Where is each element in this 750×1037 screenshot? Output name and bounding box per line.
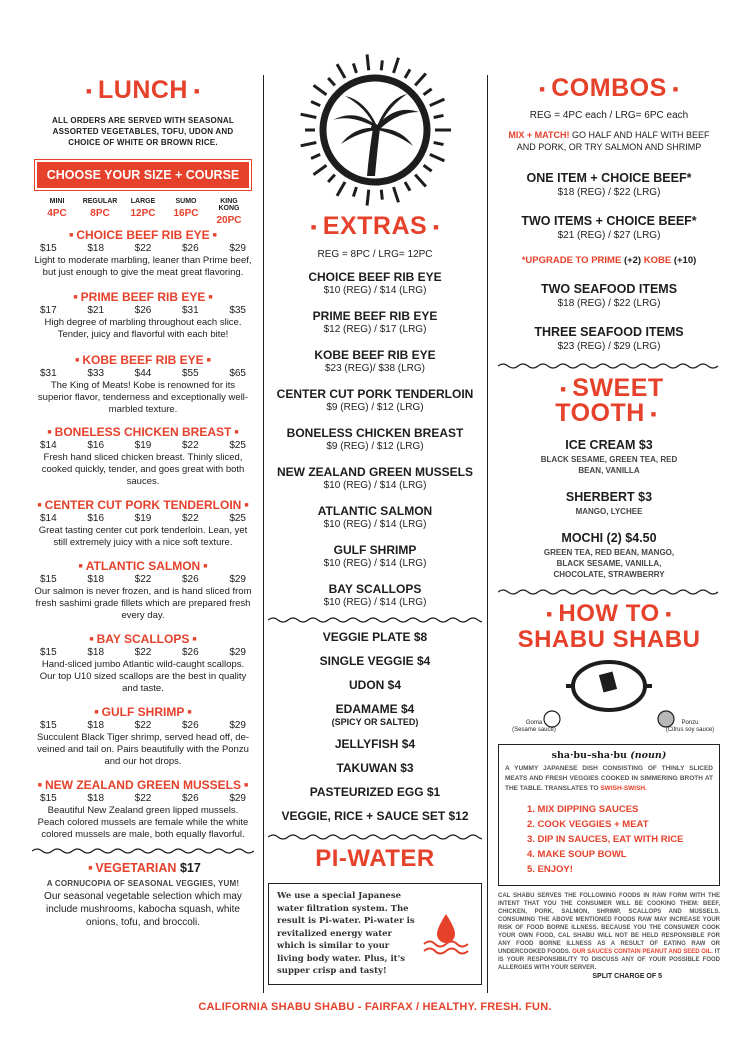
combos-title-text: COMBOS bbox=[551, 74, 667, 102]
sun-ray bbox=[405, 182, 410, 191]
bullet: ■ bbox=[94, 709, 99, 717]
price: $26 bbox=[181, 647, 199, 658]
size-name: REGULAR bbox=[82, 198, 118, 205]
single-item: TAKUWAN $3 bbox=[336, 761, 414, 775]
disclaimer-text: CAL SHABU SERVES THE FOLLOWING FOODS IN RAW FORM WITH THE INTENT THAT YOU THE CONSUMER WILL BE COOKING THEM: BEEF, CHICKEN, PORK, SALMON, SHRIMP, SCALLOPS AND MUSSELS. CONSUMING THE ABOVE MENTIONED FOODS RAW MAY INCREASE YOUR RISK OF FOOD BORNE ILLNESS. BECAUSE YOU THE CONSUMER COOK YOUR OWN FOOD, CAL SHABU WILL NOT BE HELD RESPONSIBLE FOR ANY FOOD BORNE ILLNESS AS A RESULT OF EATING RAW OR UNDERCOOKED FOODS. bbox=[498, 893, 720, 955]
lunch-item-name bbox=[32, 290, 254, 304]
single-item: EDAMAME $4 bbox=[335, 702, 415, 716]
seafood-item bbox=[498, 282, 720, 309]
upgrade-note bbox=[498, 255, 720, 266]
price: $55 bbox=[181, 368, 199, 379]
sun-ray bbox=[353, 187, 356, 197]
single-item: PASTEURIZED EGG $1 bbox=[309, 785, 441, 799]
size-pieces: 4PC bbox=[47, 208, 67, 219]
price: $22 bbox=[181, 513, 199, 524]
wavy-divider bbox=[498, 362, 720, 370]
single-item: JELLYFISH $4 bbox=[334, 737, 416, 751]
disclaimer bbox=[498, 892, 720, 972]
combo-item-price: $18 (REG) / $22 (LRG) bbox=[557, 187, 661, 198]
vegetarian-title: ■ VEGETARIAN $17 bbox=[88, 861, 201, 875]
lunch-item-desc: Succulent Black Tiger shrimp, served head off, de-veined and tail on. Pairs beautifully with the Ponzu and our hot drops. bbox=[36, 732, 250, 767]
sweet-item-sub: BLACK SESAME, GREEN TEA, RED BEAN, VANILLA bbox=[540, 455, 678, 475]
extra-item-name: BONELESS CHICKEN BREAST bbox=[286, 426, 464, 440]
howto-title-line2: SHABU SHABU bbox=[517, 626, 701, 653]
lunch-item-title: BONELESS CHICKEN BREAST bbox=[54, 425, 232, 439]
sun-ray bbox=[314, 165, 327, 174]
price: $18 bbox=[87, 720, 105, 731]
extra-item-name: ATLANTIC SALMON bbox=[317, 504, 433, 518]
price: $35 bbox=[229, 305, 246, 316]
extra-item-price: $10 (REG) / $14 (LRG) bbox=[323, 480, 427, 491]
extra-item-price: $9 (REG) / $12 (LRG) bbox=[326, 441, 424, 452]
combo-item-name: ONE ITEM + CHOICE BEEF* bbox=[526, 171, 692, 185]
seafood-item-price: $18 (REG) / $22 (LRG) bbox=[557, 298, 661, 309]
price: $15 bbox=[40, 793, 57, 804]
price: $22 bbox=[134, 647, 152, 658]
price: $14 bbox=[40, 513, 57, 524]
extra-item bbox=[268, 348, 482, 374]
size-option bbox=[38, 198, 76, 226]
extra-item-name: GULF SHRIMP bbox=[333, 543, 417, 557]
lunch-item-title: BAY SCALLOPS bbox=[96, 632, 190, 646]
lunch-title: ■ LUNCH ■ bbox=[86, 76, 200, 104]
sun-ray bbox=[424, 89, 432, 95]
sweet-item-name: MOCHI (2) $4.50 bbox=[561, 531, 657, 545]
step-item: 5. ENJOY! bbox=[527, 864, 573, 875]
bullet: ■ bbox=[73, 294, 78, 302]
vegetarian-sub: A CORNUCOPIA OF SEASONAL VEGGIES, YUM! bbox=[46, 879, 240, 888]
lunch-item-title: KOBE BEEF RIB EYE bbox=[82, 353, 204, 367]
price: $18 bbox=[87, 647, 105, 658]
lunch-item-desc: Great tasting center cut pork tenderloin. Lean, yet still extremely juicy with a nice soft texture. bbox=[38, 525, 248, 548]
lunch-item-name bbox=[32, 705, 254, 719]
definition-box bbox=[498, 744, 720, 886]
sun-ray bbox=[337, 182, 345, 196]
sweet-title: ■ SWEET TOOTH ■ bbox=[555, 374, 664, 427]
combo-item-price: $21 (REG) / $27 (LRG) bbox=[557, 230, 661, 241]
wavy-divider bbox=[498, 588, 720, 596]
sweet-items bbox=[498, 438, 720, 580]
seafood-items bbox=[498, 282, 720, 352]
extra-item bbox=[268, 426, 482, 452]
bullet: ■ bbox=[69, 232, 74, 240]
single-item: SINGLE VEGGIE $4 bbox=[319, 654, 431, 668]
price: $29 bbox=[229, 647, 246, 658]
vegetarian-name: VEGETARIAN bbox=[95, 861, 177, 875]
extra-item-price: $23 (REG)/ $38 (LRG) bbox=[324, 363, 426, 374]
extra-item bbox=[268, 582, 482, 608]
lunch-item-prices bbox=[32, 243, 254, 254]
bullet: ■ bbox=[203, 563, 208, 571]
bullet: ■ bbox=[206, 357, 211, 365]
lunch-title-text: LUNCH bbox=[98, 76, 188, 104]
seafood-item-name: THREE SEAFOOD ITEMS bbox=[534, 325, 684, 339]
seafood-item-name: TWO SEAFOOD ITEMS bbox=[540, 282, 678, 296]
extras-sizes: REG = 8PC / LRG= 12PC bbox=[317, 249, 433, 260]
size-pieces: 16PC bbox=[173, 208, 199, 219]
price: $18 bbox=[87, 243, 105, 254]
extra-item-name: NEW ZEALAND GREEN MUSSELS bbox=[276, 465, 473, 479]
bullet: ■ bbox=[37, 782, 42, 790]
sun-ray bbox=[394, 187, 399, 202]
lunch-intro: ALL ORDERS ARE SERVED WITH SEASONAL ASSORTED VEGETABLES, TOFU, UDON AND CHOICE OF WHITE OR BROWN RICE. bbox=[52, 116, 234, 147]
lunch-item bbox=[32, 632, 254, 695]
lunch-item bbox=[32, 353, 254, 416]
sun-ray bbox=[430, 154, 445, 161]
upgrade-kobe-label: KOBE bbox=[643, 255, 672, 266]
single-item: VEGGIE, RICE + SAUCE SET $12 bbox=[281, 809, 469, 823]
price: $15 bbox=[40, 243, 57, 254]
lunch-item-name bbox=[32, 425, 254, 439]
sun-ray bbox=[328, 175, 335, 182]
step-item: 3. DIP IN SAUCES, EAT WITH RICE bbox=[527, 834, 684, 845]
edamame-note: (SPICY OR SALTED) bbox=[331, 717, 419, 727]
lunch-item-desc: Fresh hand sliced chicken breast. Thinly sliced, cooked quickly, tender, and goes great with both sauces. bbox=[41, 452, 245, 487]
lunch-item-name bbox=[32, 228, 254, 242]
sun-ray bbox=[424, 165, 432, 171]
sun-ray bbox=[381, 60, 382, 70]
sun-ray bbox=[367, 190, 369, 206]
sun-ray bbox=[434, 142, 444, 144]
size-name: SUMO bbox=[175, 198, 197, 205]
lunch-item bbox=[32, 290, 254, 341]
extra-item bbox=[268, 270, 482, 296]
size-grid bbox=[32, 198, 254, 226]
sweet-item-name: SHERBERT $3 bbox=[565, 490, 653, 504]
lunch-item-title: NEW ZEALAND GREEN MUSSELS bbox=[44, 778, 241, 792]
upgrade-lead: *UPGRADE TO PRIME bbox=[521, 255, 622, 266]
extra-item-price: $12 (REG) / $17 (LRG) bbox=[323, 324, 427, 335]
extras-title-text: EXTRAS bbox=[322, 212, 428, 240]
lunch-item-prices bbox=[32, 793, 254, 804]
size-name: MINI bbox=[49, 198, 65, 205]
sweet-item-sub: MANGO, LYCHEE bbox=[575, 507, 643, 516]
lunch-items bbox=[32, 228, 254, 841]
bullet: ■ bbox=[187, 709, 192, 717]
lunch-column bbox=[32, 0, 254, 929]
definition-text bbox=[505, 764, 713, 794]
piwater-title: PI-WATER bbox=[315, 845, 435, 872]
lunch-item bbox=[32, 778, 254, 841]
combos-sizes: REG = 4PC each / LRG= 6PC each bbox=[529, 110, 689, 121]
lunch-item-prices bbox=[32, 647, 254, 658]
sun-ray bbox=[328, 78, 335, 85]
ponzu-label bbox=[654, 720, 726, 734]
lunch-item-prices bbox=[32, 440, 254, 451]
bullet: ■ bbox=[192, 636, 197, 644]
divider-left bbox=[263, 75, 264, 993]
upgrade-kobe: (+10) bbox=[673, 255, 697, 266]
lunch-item bbox=[32, 425, 254, 488]
mix-match-label: MIX + MATCH! bbox=[508, 130, 570, 140]
extra-item-price: $10 (REG) / $14 (LRG) bbox=[323, 519, 427, 530]
combo-item-name: TWO ITEMS + CHOICE BEEF* bbox=[521, 214, 697, 228]
lunch-item-name bbox=[32, 353, 254, 367]
piwater-box bbox=[268, 883, 482, 985]
piwater-text: We use a special Japanese water filtration system. The result is Pi-water. Pi-water is revitalized energy water which is similar to your living body water. Plus, it's supper crisp and tasty! bbox=[277, 891, 415, 976]
lunch-item-name bbox=[32, 778, 254, 792]
extras-items bbox=[268, 270, 482, 608]
price: $21 bbox=[87, 305, 105, 316]
ponzu-sub: (Citrus soy sauce) bbox=[665, 727, 715, 733]
price: $17 bbox=[40, 305, 57, 316]
lunch-item-desc: Beautiful New Zealand green lipped mussels. Peach colored mussels are female while the white colored mussels are male, both equally flavorful. bbox=[37, 805, 249, 840]
single-item: UDON $4 bbox=[348, 678, 401, 692]
sun-ray bbox=[415, 74, 426, 86]
price: $29 bbox=[229, 574, 246, 585]
price: $16 bbox=[87, 513, 105, 524]
extra-item-name: CENTER CUT PORK TENDERLOIN bbox=[276, 387, 474, 401]
mix-match bbox=[498, 129, 720, 153]
howto-title-line1: HOW TO bbox=[558, 600, 660, 627]
lunch-item bbox=[32, 705, 254, 768]
price: $26 bbox=[181, 574, 199, 585]
divider-right bbox=[487, 75, 488, 993]
price: $25 bbox=[229, 440, 246, 451]
lunch-item-title: PRIME BEEF RIB EYE bbox=[80, 290, 206, 304]
disclaimer-red: OUR SAUCES CONTAIN PEANUT AND SEED OIL. bbox=[572, 949, 713, 955]
extras-title: ■ EXTRAS ■ bbox=[310, 212, 440, 240]
lunch-item-title: ATLANTIC SALMON bbox=[85, 559, 201, 573]
price: $26 bbox=[134, 305, 152, 316]
lunch-item-prices bbox=[32, 574, 254, 585]
lunch-item-title: CHOICE BEEF RIB EYE bbox=[76, 228, 210, 242]
lunch-item-desc: Our salmon is never frozen, and is hand sliced from fresh sashimi grade fillets which are prepared fresh every day. bbox=[34, 586, 252, 621]
def-pos: (noun) bbox=[630, 750, 667, 761]
price: $25 bbox=[229, 513, 246, 524]
bullet: ■ bbox=[234, 429, 239, 437]
price: $33 bbox=[87, 368, 105, 379]
sun-ray bbox=[337, 64, 345, 78]
price: $19 bbox=[134, 513, 152, 524]
size-pieces: 8PC bbox=[90, 208, 110, 219]
price: $22 bbox=[181, 440, 199, 451]
extra-item bbox=[268, 543, 482, 569]
sun-ray bbox=[314, 85, 327, 94]
bullet: ■ bbox=[212, 232, 217, 240]
sun-ray bbox=[311, 102, 320, 106]
lunch-item-desc: Light to moderate marbling, leaner than Prime beef, but just enough to give the meat great flavoring. bbox=[34, 255, 252, 278]
sun-ray bbox=[434, 115, 444, 117]
def-text: A YUMMY JAPANESE DISH CONSISTING OF THINLY SLICED MEATS AND FRESH VEGGIES COOKED IN SIMMERING BROTH AT THE TABLE. TRANSLATES TO bbox=[505, 765, 713, 792]
price: $18 bbox=[87, 793, 105, 804]
combo-item bbox=[498, 171, 720, 198]
extra-item bbox=[268, 465, 482, 491]
howto-title: ■ HOW TO ■ bbox=[546, 600, 672, 627]
goma-sub: (Sesame sauce) bbox=[512, 727, 556, 733]
lunch-item-title: GULF SHRIMP bbox=[101, 705, 185, 719]
combo-items bbox=[498, 171, 720, 241]
sweet-item bbox=[498, 438, 720, 476]
combo-item bbox=[498, 214, 720, 241]
single-item: VEGGIE PLATE $8 bbox=[322, 630, 428, 644]
lunch-item bbox=[32, 228, 254, 279]
lunch-item-prices bbox=[32, 305, 254, 316]
sun-ray bbox=[367, 54, 369, 70]
size-option bbox=[167, 198, 205, 226]
extra-item-price: $10 (REG) / $14 (LRG) bbox=[323, 285, 427, 296]
combos-title: ■ COMBOS ■ bbox=[539, 74, 679, 102]
bullet: ■ bbox=[208, 294, 213, 302]
seafood-item-price: $23 (REG) / $29 (LRG) bbox=[557, 341, 661, 352]
price: $29 bbox=[229, 243, 246, 254]
extra-item-name: PRIME BEEF RIB EYE bbox=[312, 309, 438, 323]
extra-item-price: $10 (REG) / $14 (LRG) bbox=[323, 558, 427, 569]
wavy-divider bbox=[32, 847, 254, 855]
price: $22 bbox=[134, 793, 152, 804]
extra-item bbox=[268, 504, 482, 530]
sweet-item-name: ICE CREAM $3 bbox=[565, 438, 653, 452]
price: $22 bbox=[134, 574, 152, 585]
size-name: KING KONG bbox=[218, 198, 240, 212]
wavy-divider bbox=[268, 616, 482, 624]
steps-list bbox=[527, 802, 713, 877]
price: $22 bbox=[134, 720, 152, 731]
extra-item-name: BAY SCALLOPS bbox=[328, 582, 422, 596]
lunch-item-name bbox=[32, 559, 254, 573]
bullet: ■ bbox=[89, 636, 94, 644]
price: $31 bbox=[181, 305, 199, 316]
step-item: 4. MAKE SOUP BOWL bbox=[527, 849, 627, 860]
vegetarian-item bbox=[32, 861, 254, 929]
lunch-item-desc: Hand-sliced jumbo Atlantic wild-caught scallops. Our top U10 sized scallops are the best in quality and taste. bbox=[39, 659, 247, 694]
goma-name: Goma bbox=[525, 720, 543, 726]
price: $44 bbox=[134, 368, 152, 379]
extra-item bbox=[268, 387, 482, 413]
price: $16 bbox=[87, 440, 105, 451]
extra-item-name: CHOICE BEEF RIB EYE bbox=[308, 270, 442, 284]
sweet-item bbox=[498, 490, 720, 517]
price: $18 bbox=[87, 574, 105, 585]
sun-ray bbox=[301, 114, 317, 117]
price: $15 bbox=[40, 647, 57, 658]
price: $22 bbox=[134, 243, 152, 254]
price: $26 bbox=[181, 243, 199, 254]
price: $26 bbox=[181, 793, 199, 804]
upgrade-prime: (+2) bbox=[623, 255, 642, 266]
lunch-item bbox=[32, 559, 254, 622]
lunch-item-prices bbox=[32, 720, 254, 731]
shabu-pot-diagram bbox=[498, 658, 720, 736]
size-option bbox=[124, 198, 162, 226]
sun-ray bbox=[415, 175, 426, 187]
price: $14 bbox=[40, 440, 57, 451]
seafood-item bbox=[498, 325, 720, 352]
size-option bbox=[81, 198, 119, 226]
sun-ray bbox=[405, 69, 410, 78]
lunch-item-name bbox=[32, 632, 254, 646]
sun-ray bbox=[394, 58, 399, 73]
choose-size-banner: CHOOSE YOUR SIZE + COURSE bbox=[35, 160, 251, 190]
definition-word bbox=[505, 750, 713, 761]
def-red: SWISH-SWISH. bbox=[600, 785, 647, 792]
sun-ray bbox=[353, 63, 356, 73]
extras-column bbox=[268, 0, 482, 985]
extra-item-price: $9 (REG) / $12 (LRG) bbox=[326, 402, 424, 413]
sun-ray bbox=[430, 99, 445, 106]
lunch-item-desc: The King of Meats! Kobe is renowned for its superior flavor, tenderness and exceptionally well-marbled texture. bbox=[37, 380, 249, 415]
lunch-item-name bbox=[32, 498, 254, 512]
bullet: ■ bbox=[37, 502, 42, 510]
price: $15 bbox=[40, 720, 57, 731]
vegetarian-desc: Our seasonal vegetable selection which may include mushrooms, kabocha squash, white onions, tofu, and broccoli. bbox=[44, 891, 242, 928]
price: $15 bbox=[40, 574, 57, 585]
price: $19 bbox=[134, 440, 152, 451]
sweet-title-text: SWEET TOOTH bbox=[555, 374, 664, 427]
lunch-item-prices bbox=[32, 513, 254, 524]
split-charge: SPLIT CHARGE OF 5 bbox=[592, 973, 662, 980]
goma-label bbox=[506, 720, 562, 734]
step-item: 1. MIX DIPPING SAUCES bbox=[527, 804, 639, 815]
ponzu-name: Ponzu bbox=[681, 720, 699, 726]
sweet-item bbox=[498, 531, 720, 580]
extra-item-name: KOBE BEEF RIB EYE bbox=[314, 348, 436, 362]
price: $29 bbox=[229, 720, 246, 731]
sweet-item-sub: GREEN TEA, RED BEAN, MANGO, BLACK SESAME, VANILLA, CHOCOLATE, STRAWBERRY bbox=[543, 548, 675, 579]
palm-sun-logo bbox=[285, 48, 465, 208]
size-pieces: 20PC bbox=[216, 215, 242, 226]
step-item: 2. COOK VEGGIES + MEAT bbox=[527, 819, 649, 830]
vegetarian-price: $17 bbox=[179, 861, 201, 875]
price: $26 bbox=[181, 720, 199, 731]
def-word: sha·bu–sha·bu bbox=[551, 750, 627, 761]
price: $31 bbox=[40, 368, 57, 379]
extra-item-price: $10 (REG) / $14 (LRG) bbox=[323, 597, 427, 608]
bullet: ■ bbox=[47, 429, 52, 437]
price: $65 bbox=[229, 368, 246, 379]
extra-item bbox=[268, 309, 482, 335]
combos-column bbox=[498, 0, 720, 980]
lunch-item bbox=[32, 498, 254, 549]
size-option bbox=[210, 198, 248, 226]
lunch-item-title: CENTER CUT PORK TENDERLOIN bbox=[44, 498, 242, 512]
wavy-divider bbox=[268, 833, 482, 841]
price: $29 bbox=[229, 793, 246, 804]
mix-match-text: GO HALF AND HALF WITH BEEF AND PORK, OR TRY SALMON AND SHRIMP bbox=[516, 130, 710, 152]
lunch-item-prices bbox=[32, 368, 254, 379]
bullet: ■ bbox=[244, 782, 249, 790]
water-drop-icon bbox=[417, 890, 475, 978]
lunch-item-desc: High degree of marbling throughout each slice. Tender, juicy and flavorful with each bite! bbox=[44, 317, 242, 340]
bullet: ■ bbox=[244, 502, 249, 510]
bullet: ■ bbox=[75, 357, 80, 365]
size-pieces: 12PC bbox=[130, 208, 156, 219]
single-items bbox=[268, 630, 482, 823]
footer: CALIFORNIA SHABU SHABU - FAIRFAX / HEALTHY. FRESH. FUN. bbox=[198, 1001, 552, 1013]
sun-ray bbox=[381, 190, 382, 200]
size-name: LARGE bbox=[130, 198, 156, 205]
sun-ray bbox=[311, 154, 320, 158]
disclaimer-end: IT IS YOUR RESPONSIBILITY TO DISCUSS ANY OF YOUR POSSIBLE FOOD ALLERGIES WITH YOUR SERVER. bbox=[498, 949, 720, 971]
sun-ray bbox=[301, 142, 317, 145]
bullet: ■ bbox=[78, 563, 83, 571]
